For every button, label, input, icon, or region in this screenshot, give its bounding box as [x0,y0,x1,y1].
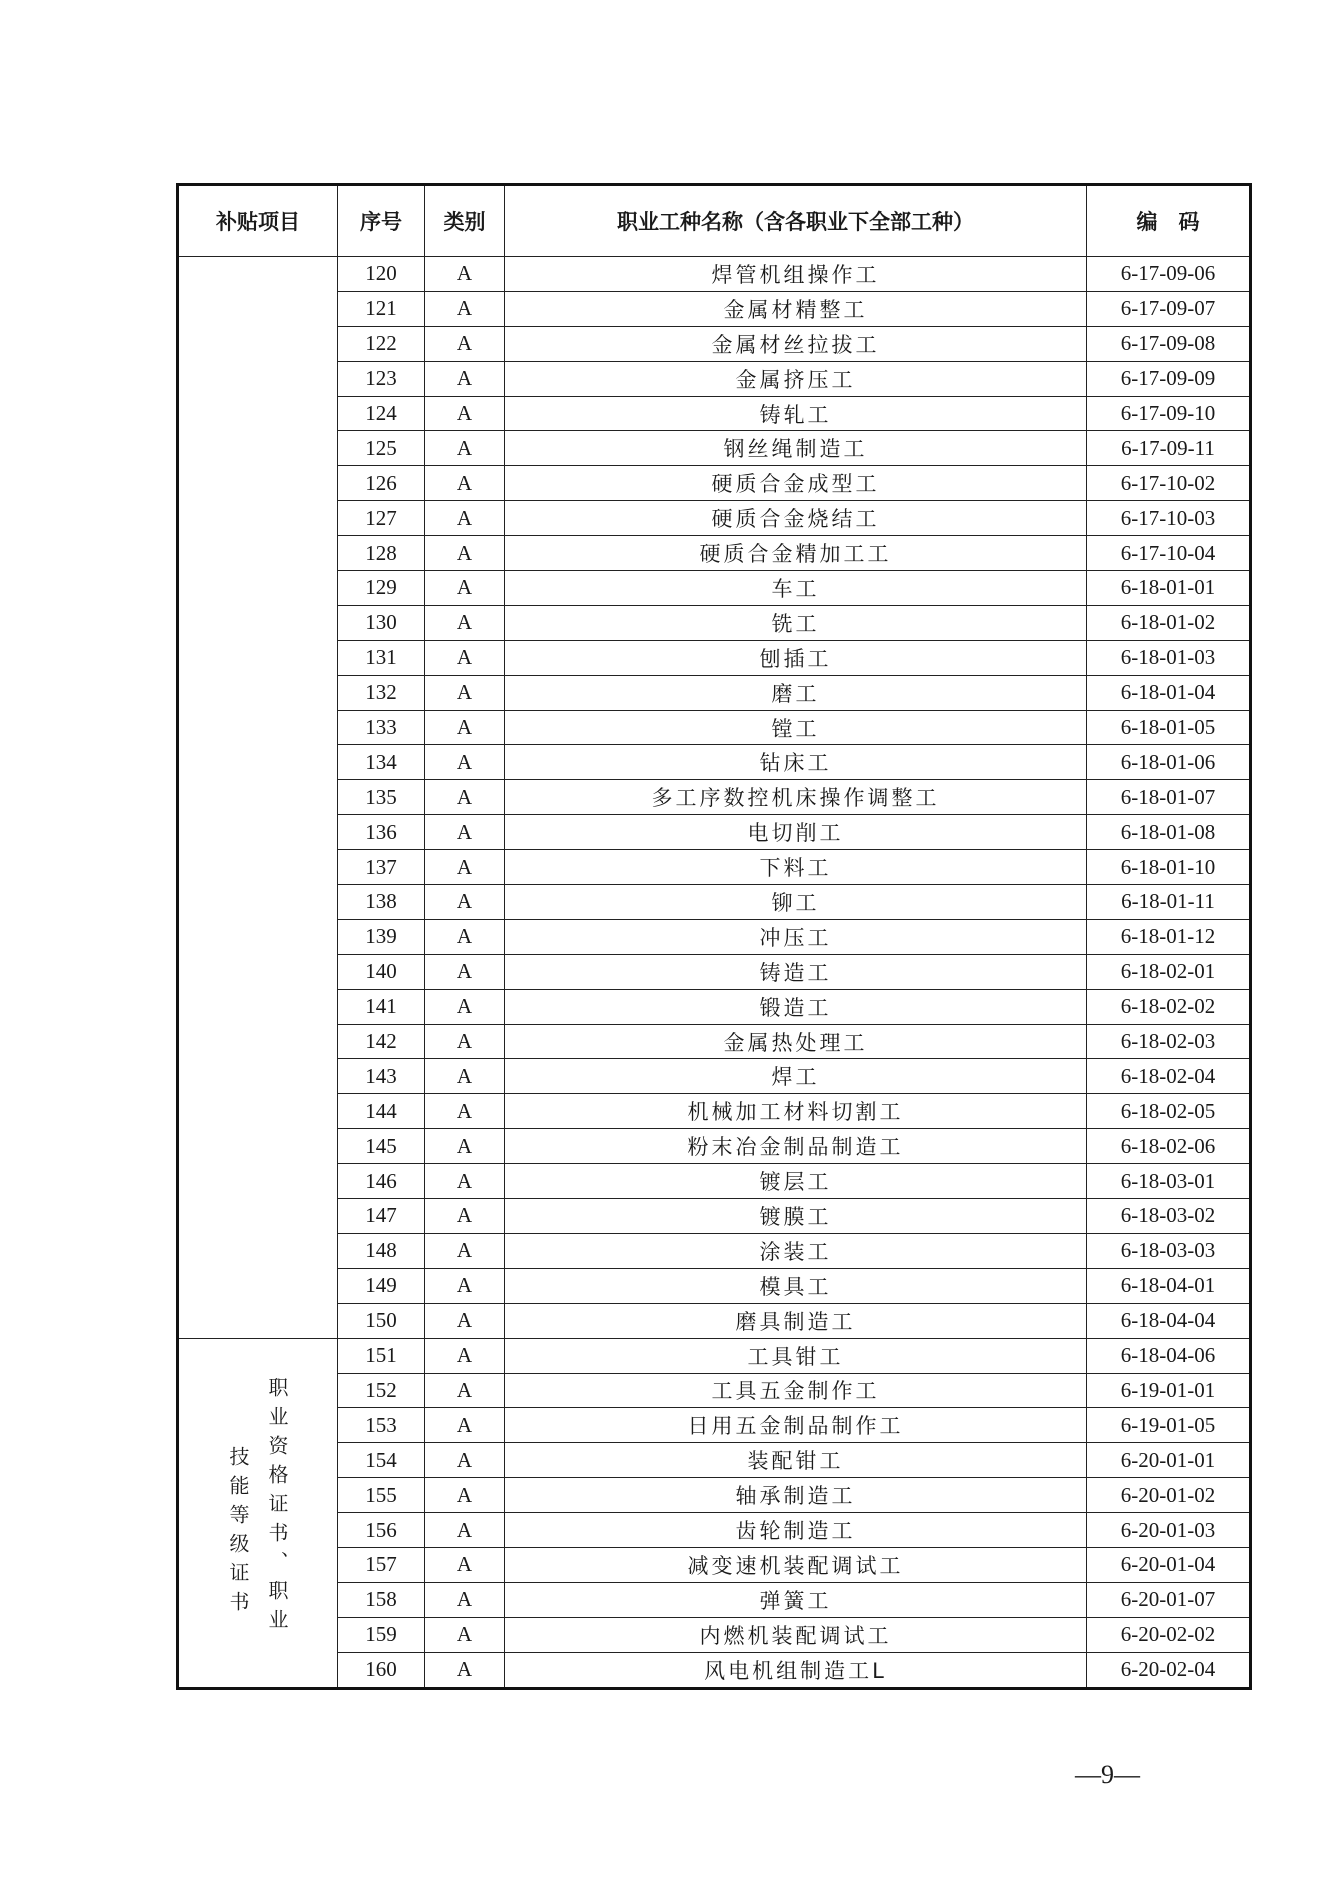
seq-cell: 147 [338,1199,425,1234]
code-cell: 6-20-01-01 [1087,1443,1251,1478]
code-cell: 6-18-01-12 [1087,919,1251,954]
code-cell: 6-20-01-02 [1087,1478,1251,1513]
seq-cell: 144 [338,1094,425,1129]
occupation-name-cell: 刨插工 [505,640,1087,675]
code-cell: 6-17-09-06 [1087,257,1251,292]
category-cell: A [425,1268,505,1303]
category-cell: A [425,1233,505,1268]
category-cell: A [425,501,505,536]
occupation-name-cell: 齿轮制造工 [505,1513,1087,1548]
code-cell: 6-18-01-01 [1087,571,1251,606]
occupation-name-cell: 工具钳工 [505,1338,1087,1373]
occupation-name-cell: 风电机组制造工L [505,1652,1087,1688]
table-row [178,1478,1251,1513]
code-cell: 6-18-02-06 [1087,1129,1251,1164]
table-row [178,1338,1251,1373]
occupation-name-cell: 铸轧工 [505,396,1087,431]
category-cell: A [425,536,505,571]
table-row [178,1547,1251,1582]
seq-cell: 140 [338,954,425,989]
table-row [178,675,1251,710]
code-cell: 6-18-01-07 [1087,780,1251,815]
code-cell: 6-18-01-03 [1087,640,1251,675]
code-cell: 6-18-02-03 [1087,1024,1251,1059]
seq-cell: 158 [338,1582,425,1617]
table-row [178,257,1251,292]
table-row [178,954,1251,989]
code-cell: 6-17-10-04 [1087,536,1251,571]
page-number: —9— [1075,1760,1140,1789]
occupation-name-cell: 日用五金制品制作工 [505,1408,1087,1443]
category-cell: A [425,919,505,954]
occupation-name-cell: 涂装工 [505,1233,1087,1268]
category-cell: A [425,989,505,1024]
table-body [178,257,1251,1689]
seq-cell: 143 [338,1059,425,1094]
seq-cell: 134 [338,745,425,780]
code-cell: 6-18-03-03 [1087,1233,1251,1268]
occupation-name-cell: 钻床工 [505,745,1087,780]
occupation-name-cell: 下料工 [505,850,1087,885]
code-cell: 6-18-01-11 [1087,885,1251,920]
occupation-name-cell: 钢丝绳制造工 [505,431,1087,466]
category-cell: A [425,571,505,606]
seq-cell: 133 [338,710,425,745]
seq-cell: 137 [338,850,425,885]
occupation-name-cell: 硬质合金烧结工 [505,501,1087,536]
seq-cell: 125 [338,431,425,466]
category-cell: A [425,1652,505,1688]
occupation-name-cell: 机械加工材料切割工 [505,1094,1087,1129]
seq-cell: 153 [338,1408,425,1443]
category-cell: A [425,1408,505,1443]
code-cell: 6-18-04-06 [1087,1338,1251,1373]
seq-cell: 148 [338,1233,425,1268]
category-cell: A [425,1199,505,1234]
occupation-name-cell: 镗工 [505,710,1087,745]
occupation-name-cell: 铣工 [505,605,1087,640]
occupation-name-cell: 硬质合金成型工 [505,466,1087,501]
project-cell [178,1338,338,1688]
seq-cell: 136 [338,815,425,850]
code-cell: 6-20-01-07 [1087,1582,1251,1617]
code-cell: 6-18-01-10 [1087,850,1251,885]
code-cell: 6-18-02-02 [1087,989,1251,1024]
category-cell: A [425,361,505,396]
seq-cell: 135 [338,780,425,815]
seq-cell: 152 [338,1373,425,1408]
category-cell: A [425,850,505,885]
code-cell: 6-18-02-05 [1087,1094,1251,1129]
table-row [178,501,1251,536]
code-cell: 6-18-02-04 [1087,1059,1251,1094]
occupation-name-cell: 金属材丝拉拔工 [505,326,1087,361]
code-cell: 6-19-01-01 [1087,1373,1251,1408]
project-label-line2: 技能等级证书 [226,1445,250,1620]
occupation-name-cell: 装配钳工 [505,1443,1087,1478]
seq-cell: 127 [338,501,425,536]
occupation-name-cell: 铆工 [505,885,1087,920]
seq-cell: 159 [338,1617,425,1652]
category-cell: A [425,396,505,431]
table-row [178,1408,1251,1443]
category-cell: A [425,326,505,361]
seq-cell: 128 [338,536,425,571]
table-row [178,640,1251,675]
table-row [178,396,1251,431]
category-cell: A [425,431,505,466]
header-occupation-name: 职业工种名称（含各职业下全部工种） [505,185,1087,257]
project-label-line1: 职业资格证书、职业 [265,1377,289,1639]
code-cell: 6-18-02-01 [1087,954,1251,989]
category-cell: A [425,1373,505,1408]
category-cell: A [425,1024,505,1059]
seq-cell: 145 [338,1129,425,1164]
table-row [178,605,1251,640]
seq-cell: 122 [338,326,425,361]
seq-cell: 142 [338,1024,425,1059]
table-row [178,1373,1251,1408]
occupation-name-cell: 镀层工 [505,1164,1087,1199]
seq-cell: 160 [338,1652,425,1688]
table-row [178,291,1251,326]
table-row [178,1582,1251,1617]
seq-cell: 155 [338,1478,425,1513]
table-row [178,1233,1251,1268]
category-cell: A [425,1478,505,1513]
occupation-name-cell: 金属材精整工 [505,291,1087,326]
code-cell: 6-17-10-02 [1087,466,1251,501]
code-cell: 6-18-04-01 [1087,1268,1251,1303]
seq-cell: 151 [338,1338,425,1373]
table-row [178,1268,1251,1303]
category-cell: A [425,780,505,815]
category-cell: A [425,675,505,710]
code-cell: 6-18-01-02 [1087,605,1251,640]
occupation-name-cell: 金属挤压工 [505,361,1087,396]
table-row [178,710,1251,745]
table-row [178,815,1251,850]
seq-cell: 126 [338,466,425,501]
occupation-name-cell: 焊工 [505,1059,1087,1094]
code-cell: 6-20-01-03 [1087,1513,1251,1548]
category-cell: A [425,815,505,850]
code-cell: 6-20-02-02 [1087,1617,1251,1652]
seq-cell: 141 [338,989,425,1024]
seq-cell: 131 [338,640,425,675]
category-cell: A [425,1129,505,1164]
table-row [178,885,1251,920]
table-header-row [178,185,1251,257]
occupation-name-cell: 焊管机组操作工 [505,257,1087,292]
table-row [178,1059,1251,1094]
category-cell: A [425,885,505,920]
code-cell: 6-17-09-10 [1087,396,1251,431]
code-cell: 6-17-09-07 [1087,291,1251,326]
table-row [178,1199,1251,1234]
seq-cell: 120 [338,257,425,292]
occupation-name-cell: 电切削工 [505,815,1087,850]
occupation-name-cell: 金属热处理工 [505,1024,1087,1059]
category-cell: A [425,257,505,292]
category-cell: A [425,640,505,675]
code-cell: 6-20-01-04 [1087,1547,1251,1582]
table-row [178,326,1251,361]
code-cell: 6-17-10-03 [1087,501,1251,536]
category-cell: A [425,1617,505,1652]
category-cell: A [425,954,505,989]
occupation-name-cell: 磨工 [505,675,1087,710]
occupation-name-cell: 多工序数控机床操作调整工 [505,780,1087,815]
seq-cell: 129 [338,571,425,606]
code-cell: 6-18-01-08 [1087,815,1251,850]
seq-cell: 150 [338,1303,425,1338]
occupation-name-cell: 磨具制造工 [505,1303,1087,1338]
table-row [178,1652,1251,1688]
occupation-name-cell: 内燃机装配调试工 [505,1617,1087,1652]
seq-cell: 146 [338,1164,425,1199]
table-row [178,1164,1251,1199]
code-cell: 6-18-01-04 [1087,675,1251,710]
occupation-name-cell: 镀膜工 [505,1199,1087,1234]
seq-cell: 130 [338,605,425,640]
seq-cell: 149 [338,1268,425,1303]
code-cell: 6-19-01-05 [1087,1408,1251,1443]
table-row [178,780,1251,815]
occupation-name-cell: 减变速机装配调试工 [505,1547,1087,1582]
code-cell: 6-18-01-05 [1087,710,1251,745]
table-row [178,1094,1251,1129]
table-row [178,1443,1251,1478]
occupation-name-cell: 车工 [505,571,1087,606]
category-cell: A [425,1547,505,1582]
code-cell: 6-17-09-08 [1087,326,1251,361]
category-cell: A [425,1059,505,1094]
category-cell: A [425,1164,505,1199]
seq-cell: 154 [338,1443,425,1478]
code-cell: 6-18-03-01 [1087,1164,1251,1199]
category-cell: A [425,1303,505,1338]
table-row [178,1513,1251,1548]
occupation-name-cell: 硬质合金精加工工 [505,536,1087,571]
category-cell: A [425,291,505,326]
code-cell: 6-18-01-06 [1087,745,1251,780]
seq-cell: 123 [338,361,425,396]
code-cell: 6-20-02-04 [1087,1652,1251,1688]
table-row [178,1024,1251,1059]
occupation-name-cell: 模具工 [505,1268,1087,1303]
category-cell: A [425,1582,505,1617]
occupation-subsidy-table [176,183,1252,1690]
header-seq: 序号 [338,185,425,257]
seq-cell: 139 [338,919,425,954]
category-cell: A [425,1094,505,1129]
category-cell: A [425,466,505,501]
category-cell: A [425,1443,505,1478]
table-row [178,466,1251,501]
code-cell: 6-18-03-02 [1087,1199,1251,1234]
code-cell: 6-18-04-04 [1087,1303,1251,1338]
table-row [178,1617,1251,1652]
occupation-name-cell: 工具五金制作工 [505,1373,1087,1408]
occupation-name-cell: 粉末冶金制品制造工 [505,1129,1087,1164]
table-row [178,850,1251,885]
table-row [178,919,1251,954]
occupation-name-cell: 铸造工 [505,954,1087,989]
category-cell: A [425,710,505,745]
header-code: 编 码 [1087,185,1251,257]
seq-cell: 132 [338,675,425,710]
category-cell: A [425,745,505,780]
header-project: 补贴项目 [178,185,338,257]
category-cell: A [425,605,505,640]
seq-cell: 156 [338,1513,425,1548]
occupation-name-cell: 弹簧工 [505,1582,1087,1617]
code-cell: 6-17-09-09 [1087,361,1251,396]
project-cell-continued [178,257,338,1339]
table-row [178,745,1251,780]
occupation-name-cell: 冲压工 [505,919,1087,954]
code-cell: 6-17-09-11 [1087,431,1251,466]
table-row [178,431,1251,466]
table-row [178,361,1251,396]
occupation-name-cell: 轴承制造工 [505,1478,1087,1513]
table-row [178,536,1251,571]
seq-cell: 138 [338,885,425,920]
category-cell: A [425,1338,505,1373]
seq-cell: 121 [338,291,425,326]
table-row [178,1129,1251,1164]
seq-cell: 157 [338,1547,425,1582]
table-row [178,571,1251,606]
table-row [178,1303,1251,1338]
category-cell: A [425,1513,505,1548]
table-row [178,989,1251,1024]
seq-cell: 124 [338,396,425,431]
header-category: 类别 [425,185,505,257]
occupation-name-cell: 锻造工 [505,989,1087,1024]
